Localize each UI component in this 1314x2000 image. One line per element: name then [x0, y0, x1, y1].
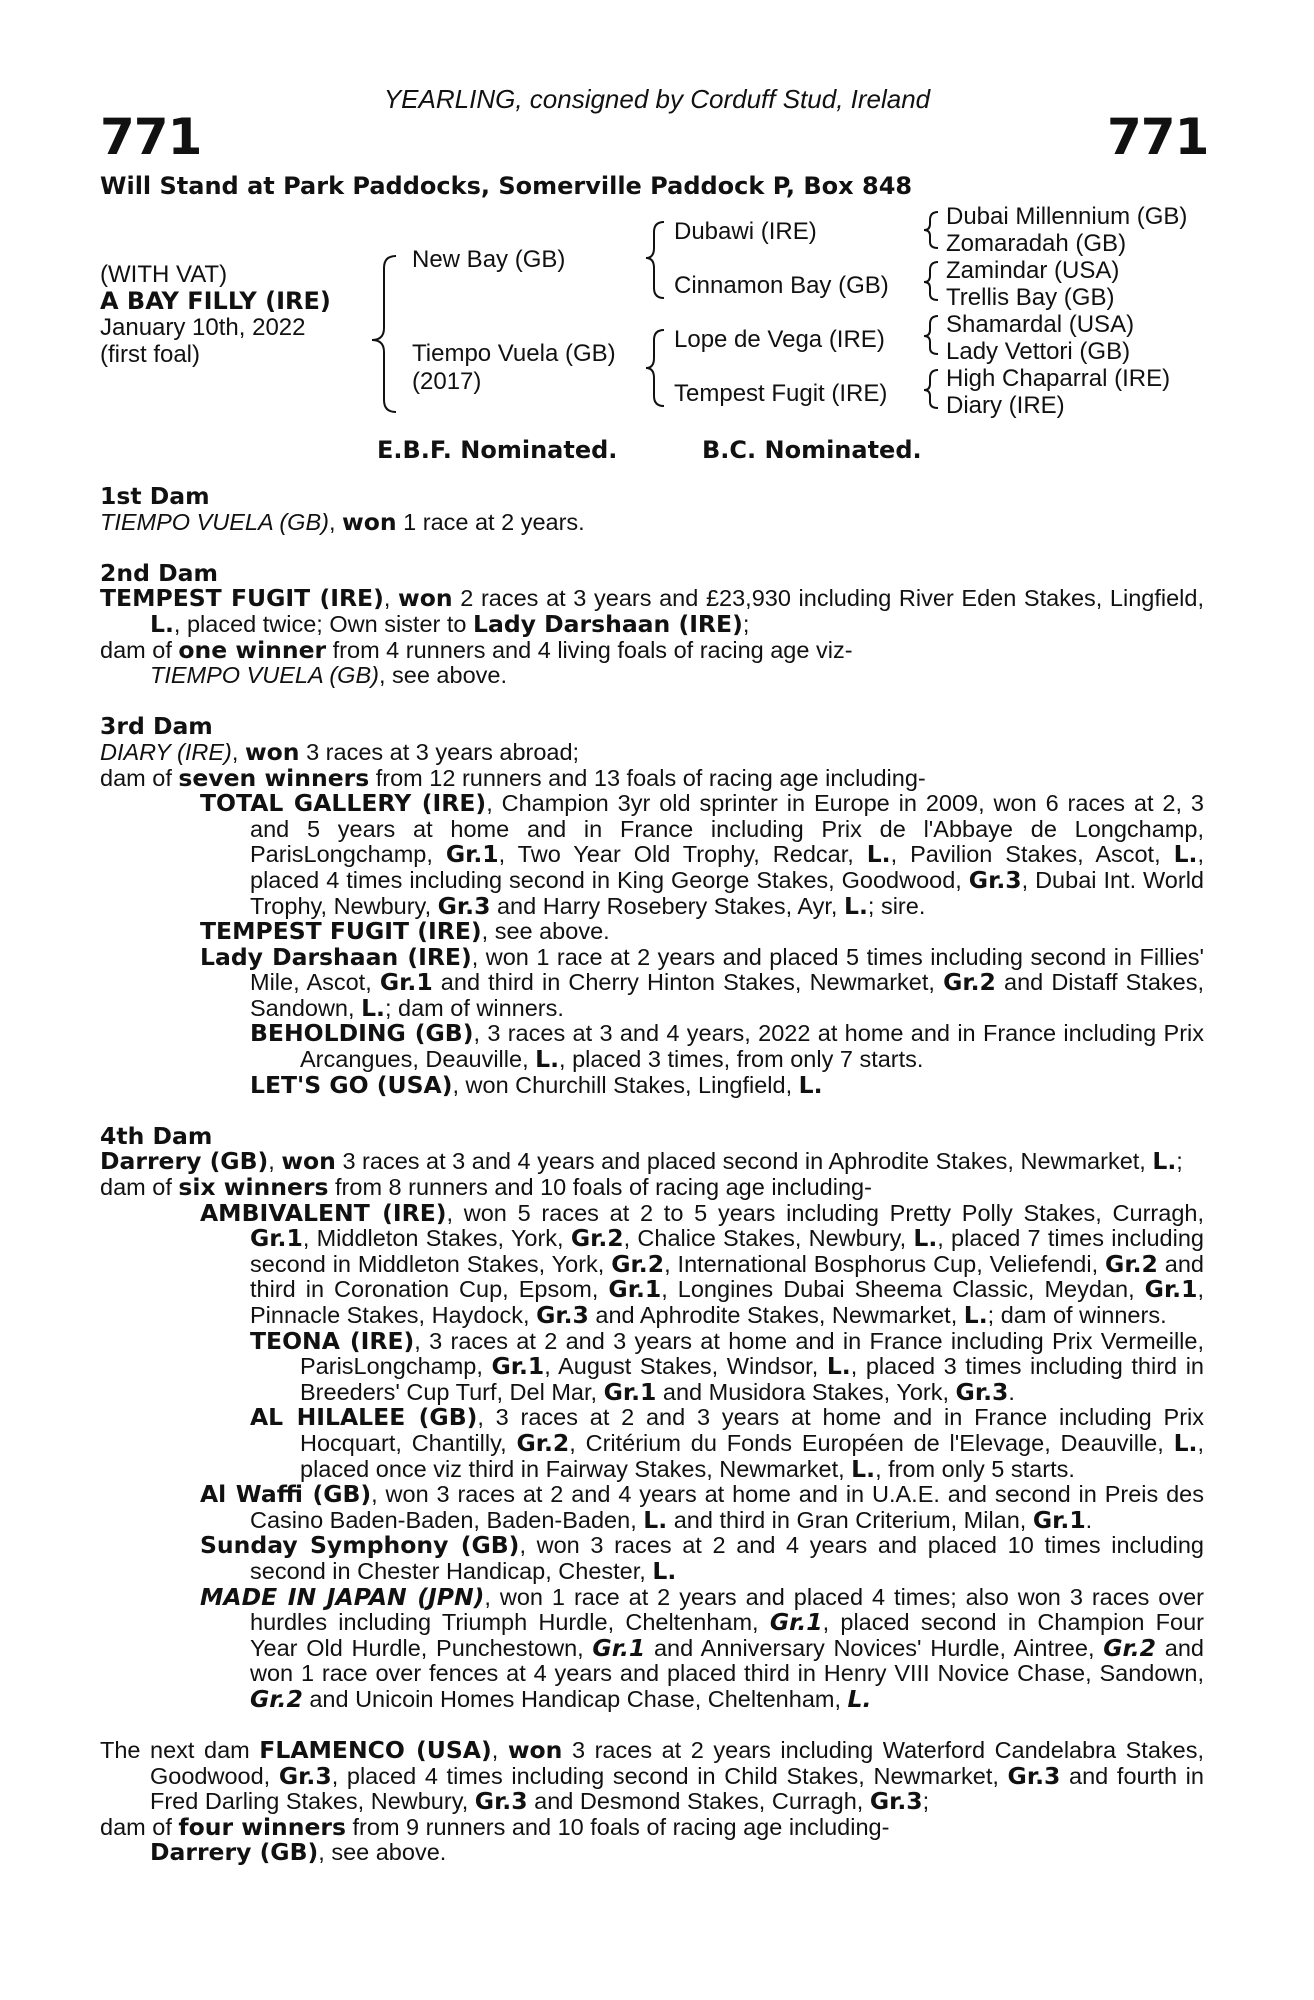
pedigree-paragraph: dam of seven winners from 12 runners and 13 foals of racing age including- — [100, 763, 926, 792]
consignment-line: YEARLING, consigned by Corduff Stud, Ireland — [383, 84, 931, 114]
brace-g3 — [924, 316, 938, 354]
pedigree-paragraph: The next dam FLAMENCO (USA), won 3 races at 2 years including Waterford Candelabra Stakes, Goodwood, Gr.3, placed 4 times including second in Child Stakes, Newmarket, Gr.3 and fourth in Fred Darling Stakes, Newbury, Gr.3 and Desmond Stakes, Curragh, Gr.3; — [100, 1736, 1205, 1816]
ancestor-6: Lady Vettori (GB) — [946, 338, 1131, 365]
ebf-nomination: E.B.F. Nominated. — [377, 436, 618, 464]
section-heading: 2nd Dam — [100, 558, 218, 587]
pedigree-paragraph: BEHOLDING (GB), 3 races at 3 and 4 years, 2022 at home and in France including Prix Arcangues, Deauville, L., placed 3 times, from only 7 starts. — [250, 1019, 1204, 1074]
foaling-date: January 10th, 2022 — [100, 314, 306, 341]
stand-location: Will Stand at Park Paddocks, Somerville Paddock P, Box 848 — [100, 172, 913, 200]
pedigree-paragraph: LET'S GO (USA), won Churchill Stakes, Lingfield, L. — [250, 1070, 823, 1099]
section-heading: 1st Dam — [100, 482, 210, 510]
pedigree-paragraph: Sunday Symphony (GB), won 3 races at 2 and 4 years and placed 10 times including second in Chester Handicap, Chester, L. — [200, 1531, 1205, 1585]
section-heading: 3rd Dam — [100, 712, 213, 741]
sire-sire-name: Dubawi (IRE) — [674, 218, 817, 245]
sire-dam-name: Cinnamon Bay (GB) — [674, 272, 889, 299]
ancestor-8: Diary (IRE) — [946, 392, 1065, 419]
pedigree-paragraph: Darrery (GB), won 3 races at 3 and 4 years and placed second in Aphrodite Stakes, Newmarket, L.; — [100, 1147, 1183, 1176]
dam-sire-name: Lope de Vega (IRE) — [674, 326, 885, 353]
ancestor-2: Zomaradah (GB) — [946, 230, 1127, 257]
pedigree-paragraph: TEONA (IRE), 3 races at 2 and 3 years at home and in France including Prix Vermeille, ParisLongchamp, Gr.1, August Stakes, Windsor, L., placed 3 times including third in Breeders' Cup Turf, Del Mar, Gr.1 and Musidora Stakes, York, Gr.3. — [250, 1326, 1204, 1406]
pedigree-paragraph: Darrery (GB), see above. — [150, 1838, 447, 1867]
pedigree-paragraph: dam of one winner from 4 runners and 4 living foals of racing age viz- — [100, 635, 853, 664]
dam-section — [100, 558, 1205, 689]
ancestor-5: Shamardal (USA) — [946, 311, 1135, 338]
lot-number-right: 771 — [1107, 108, 1209, 166]
dam-name: Tiempo Vuela (GB) — [412, 340, 616, 367]
dam-sections — [100, 484, 1204, 1866]
brace-g2 — [924, 262, 938, 300]
brace-dam — [646, 330, 664, 406]
lot-number-left: 771 — [100, 108, 202, 166]
horse-name: A BAY FILLY (IRE) — [100, 287, 331, 315]
dam-section — [100, 714, 1204, 1098]
dam-section — [100, 1121, 1205, 1713]
brace-g1 — [924, 212, 938, 248]
pedigree-paragraph: AMBIVALENT (IRE), won 5 races at 2 to 5 years including Pretty Polly Stakes, Curragh, Gr.1, Middleton Stakes, York, Gr.2, Chalice Stakes, Newbury, L., placed 7 times including second in Middleton Stakes, York, Gr.2, International Bosphorus Cup, Veliefendi, Gr.2 and third in Coronation Cup, Epsom, Gr.1, Longines Dubai Sheema Classic, Meydan, Gr.1, Pinnacle Stakes, Haydock, Gr.3 and Aphrodite Stakes, Newmarket, L.; dam of winners. — [200, 1198, 1204, 1329]
brace-main — [372, 256, 396, 412]
pedigree-paragraph: TEMPEST FUGIT (IRE), won 2 races at 3 years and £23,930 including River Eden Stakes, Lingfield, L., placed twice; Own sister to Lady Darshaan (IRE); — [100, 584, 1205, 638]
dam-year: (2017) — [412, 368, 482, 395]
pedigree-paragraph: Lady Darshaan (IRE), won 1 race at 2 years and placed 5 times including second in Fillies' Mile, Ascot, Gr.1 and third in Cherry Hinton Stakes, Newmarket, Gr.2 and Distaff Stakes, Sandown, L.; dam of winners. — [200, 942, 1205, 1022]
brace-g4 — [924, 370, 938, 408]
pedigree-paragraph: dam of four winners from 9 runners and 10 foals of racing age including- — [100, 1812, 890, 1841]
section-heading: 4th Dam — [100, 1121, 213, 1150]
ancestor-4: Trellis Bay (GB) — [946, 284, 1115, 311]
bc-nomination: B.C. Nominated. — [702, 436, 922, 464]
dam-section — [100, 1738, 1204, 1866]
pedigree-paragraph: TIEMPO VUELA (GB), see above. — [150, 662, 507, 689]
ancestor-3: Zamindar (USA) — [946, 257, 1120, 284]
pedigree-paragraph: TOTAL GALLERY (IRE), Champion 3yr old sprinter in Europe in 2009, won 6 races at 2, 3 and 5 years at home and in France including Prix de l'Abbaye de Longchamp, ParisLongchamp, Gr.1, Two Year Old Trophy, Redcar, L., Pavilion Stakes, Ascot, L., placed 4 times including second in King George Stakes, Goodwood, Gr.3, Dubai Int. World Trophy, Newbury, Gr.3 and Harry Rosebery Stakes, Ayr, L.; sire. — [200, 789, 1205, 920]
foal-note: (first foal) — [100, 341, 201, 368]
ancestor-1: Dubai Millennium (GB) — [946, 203, 1188, 230]
dam-section — [100, 484, 1204, 535]
pedigree-paragraph: TIEMPO VUELA (GB), won 1 race at 2 years. — [100, 507, 585, 536]
pedigree-paragraph: TEMPEST FUGIT (IRE), see above. — [200, 917, 610, 946]
pedigree-paragraph: Al Waffi (GB), won 3 races at 2 and 4 years at home and in U.A.E. and second in Preis des Casino Baden-Baden, Baden-Baden, L. and third in Gran Criterium, Milan, Gr.1. — [200, 1480, 1205, 1534]
vat-note: (WITH VAT) — [100, 261, 228, 288]
ancestor-7: High Chaparral (IRE) — [946, 365, 1171, 392]
pedigree-paragraph: DIARY (IRE), won 3 races at 3 years abroad; — [100, 737, 580, 766]
brace-sire — [646, 222, 664, 298]
sire-name: New Bay (GB) — [412, 246, 566, 273]
pedigree-paragraph: AL HILALEE (GB), 3 races at 2 and 3 years at home and in France including Prix Hocquart, Chantilly, Gr.2, Critérium du Fonds Européen de l'Elevage, Deauville, L., placed once viz third in Fairway Stakes, Newmarket, L., from only 5 starts. — [250, 1403, 1204, 1483]
pedigree-paragraph: dam of six winners from 8 runners and 10 foals of racing age including- — [100, 1173, 872, 1202]
pedigree-paragraph: MADE IN JAPAN (JPN), won 1 race at 2 years and placed 4 times; also won 3 races over hurdles including Triumph Hurdle, Cheltenham, Gr.1, placed second in Champion Four Year Old Hurdle, Punchestown, Gr.1 and Anniversary Novices' Hurdle, Aintree, Gr.2 and won 1 race over fences at 4 years and placed third in Henry VIII Novice Chase, Sandown, Gr.2 and Unicoin Homes Handicap Chase, Cheltenham, L. — [200, 1582, 1204, 1713]
dam-dam-name: Tempest Fugit (IRE) — [674, 380, 888, 407]
